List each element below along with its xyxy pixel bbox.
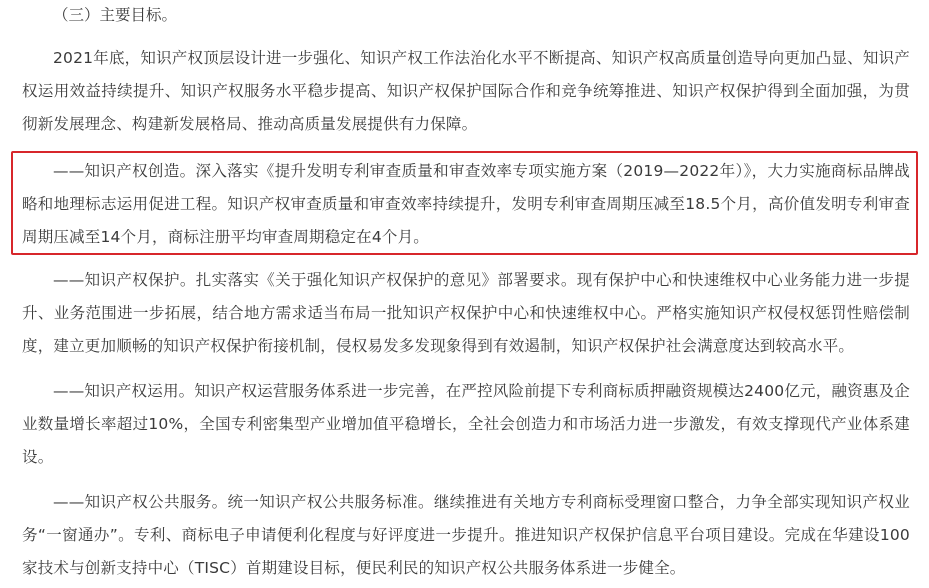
- paragraph-ip-protection: ——知识产权保护。扎实落实《关于强化知识产权保护的意见》部署要求。现有保护中心和快速维权中心业务能力进一步提升、业务范围进一步拓展，结合地方需求适当布局一批知识产权保护中心和快速维权中心。严格实施知识产权侵权惩罚性赔偿制度，建立更加顺畅的知识产权保护衔接机制，侵权易发多发现象得到有效遏制，知识产权保护社会满意度达到较高水平。: [22, 271, 910, 355]
- section-heading: （三）主要目标。: [53, 6, 178, 24]
- paragraph-ip-public-service: ——知识产权公共服务。统一知识产权公共服务标准。继续推进有关地方专利商标受理窗口整合，力争全部实现知识产权业务“一窗通办”。专利、商标电子申请便利化程度与好评度进一步提升。推进知识产权保护信息平台项目建设。完成在华建设100家技术与创新支持中心（TISC）首期建设目标，便民利民的知识产权公共服务体系进一步健全。: [22, 493, 910, 577]
- paragraph-ip-creation: ——知识产权创造。深入落实《提升发明专利审查质量和审查效率专项实施方案（2019—2022年）》，大力实施商标品牌战略和地理标志运用促进工程。知识产权审查质量和审查效率持续提升，发明专利审查周期压减至18.5个月，高价值发明专利审查周期压减至14个月，商标注册平均审查周期稳定在4个月。: [22, 162, 910, 246]
- paragraph-overview: 2021年底，知识产权顶层设计进一步强化、知识产权工作法治化水平不断提高、知识产权高质量创造导向更加凸显、知识产权运用效益持续提升、知识产权服务水平稳步提高、知识产权保护国际合作和竞争统筹推进、知识产权保护得到全面加强，为贯彻新发展理念、构建新发展格局、推动高质量发展提供有力保障。: [22, 49, 910, 133]
- paragraph-ip-utilization: ——知识产权运用。知识产权运营服务体系进一步完善，在严控风险前提下专利商标质押融资规模达2400亿元，融资惠及企业数量增长率超过10%，全国专利密集型产业增加值平稳增长，全社会创造力和市场活力进一步激发，有效支撑现代产业体系建设。: [22, 382, 910, 466]
